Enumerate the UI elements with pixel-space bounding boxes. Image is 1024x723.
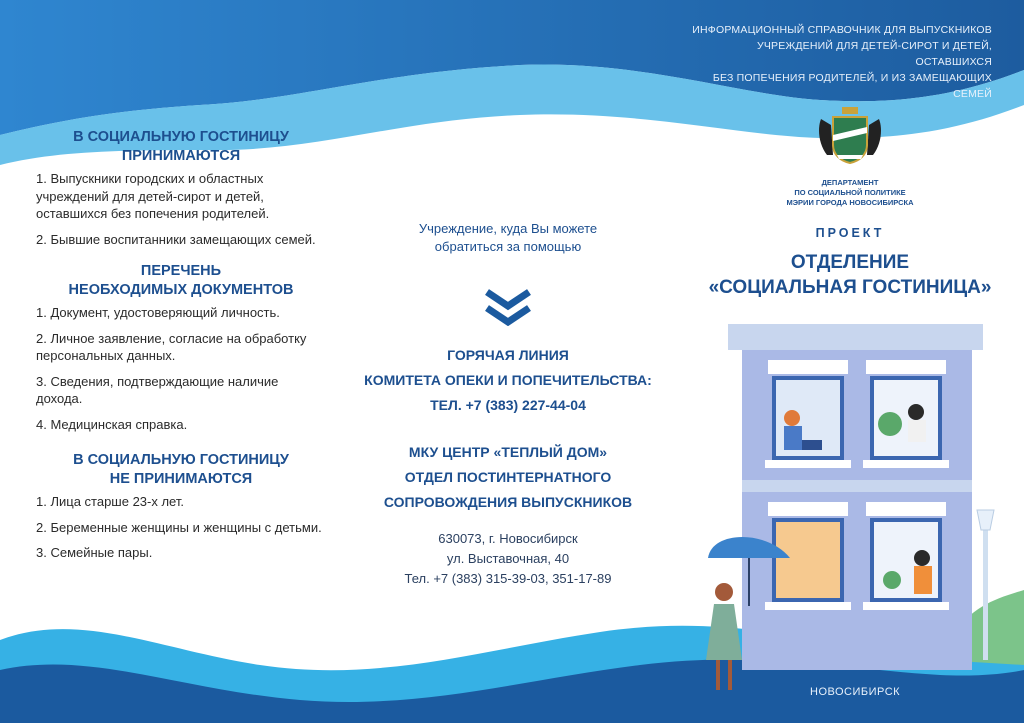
building-ledge xyxy=(742,480,972,492)
org-dept-1: ОТДЕЛ ПОСТИНТЕРНАТНОГО xyxy=(404,469,612,485)
org-name: МКУ ЦЕНТР «ТЕПЛЫЙ ДОМ» xyxy=(408,444,608,460)
street-lamp-icon xyxy=(977,510,994,530)
project-title xyxy=(700,250,1000,300)
org-dept-2: СОПРОВОЖДЕНИЯ ВЫПУСКНИКОВ xyxy=(383,494,633,510)
person-upper-right xyxy=(908,404,924,420)
person-lower-right xyxy=(914,550,930,566)
accepted-section xyxy=(36,128,326,248)
brochure-header xyxy=(692,22,992,102)
list-item: 2. Личное заявление, согласие на обработку персональных данных. xyxy=(36,330,307,363)
intro-line-1: Учреждение, куда Вы можете xyxy=(418,221,598,236)
address-street: ул. Выставочная, 40 xyxy=(446,551,570,566)
list-item: 1. Лица старше 23-х лет. xyxy=(36,494,184,509)
street-lamp-pole xyxy=(983,525,988,660)
department-name xyxy=(700,178,1000,208)
list-item: 1. Документ, удостоверяющий личность. xyxy=(36,305,280,320)
not-accepted-section xyxy=(36,451,326,562)
documents-section xyxy=(36,262,326,433)
intro-text xyxy=(340,220,676,256)
center-column xyxy=(340,220,676,589)
documents-list xyxy=(36,304,326,433)
not-accepted-title-1: В СОЦИАЛЬНУЮ ГОСТИНИЦУ xyxy=(73,452,289,468)
window-upper-right xyxy=(863,360,949,468)
right-panel xyxy=(700,105,1000,300)
list-item: 2. Бывшие воспитанники замещающих семей. xyxy=(36,231,316,247)
plant-icon xyxy=(883,571,901,589)
city-label: НОВОСИБИРСК xyxy=(810,686,901,698)
list-item: 2. Беременные женщины и женщины с детьми. xyxy=(36,519,322,535)
header-line-1: ИНФОРМАЦИОННЫЙ СПРАВОЧНИК ДЛЯ ВЫПУСКНИКОВ xyxy=(692,24,992,36)
accepted-title-1: В СОЦИАЛЬНУЮ ГОСТИНИЦУ xyxy=(73,129,289,145)
accepted-list xyxy=(36,170,326,248)
dept-line-1: ДЕПАРТАМЕНТ xyxy=(821,178,879,187)
hotline-committee: КОМИТЕТА ОПЕКИ И ПОПЕЧИТЕЛЬСТВА: xyxy=(364,372,652,388)
header-line-3: БЕЗ ПОПЕЧЕНИЯ РОДИТЕЛЕЙ, И ИЗ ЗАМЕЩАЮЩИХ СЕМЕЙ xyxy=(712,72,992,100)
list-item: 4. Медицинская справка. xyxy=(36,416,188,432)
plant-icon xyxy=(878,412,902,436)
left-column xyxy=(36,128,326,570)
hotline-block xyxy=(340,343,676,418)
hotline-phone: ТЕЛ. +7 (383) 227-44-04 xyxy=(430,397,586,413)
hotline-title: ГОРЯЧАЯ ЛИНИЯ xyxy=(447,347,569,363)
address-block xyxy=(340,529,676,589)
header-line-2: УЧРЕЖДЕНИЙ ДЛЯ ДЕТЕЙ-СИРОТ И ДЕТЕЙ, ОСТАВШИХСЯ xyxy=(756,40,992,68)
address-postal: 630073, г. Новосибирск xyxy=(438,531,578,546)
accepted-title-2: ПРИНИМАЮТСЯ xyxy=(121,148,241,164)
building-illustration xyxy=(690,320,1024,700)
dept-line-2: ПО СОЦИАЛЬНОЙ ПОЛИТИКЕ xyxy=(794,188,906,197)
address-phone: Тел. +7 (383) 315-39-03, 351-17-89 xyxy=(404,571,612,586)
dept-line-3: МЭРИИ ГОРОДА НОВОСИБИРСКА xyxy=(786,198,914,207)
not-accepted-list xyxy=(36,493,326,562)
intro-line-2: обратиться за помощью xyxy=(434,239,582,254)
girl-figure xyxy=(715,583,733,601)
not-accepted-title-2: НЕ ПРИНИМАЮТСЯ xyxy=(109,471,253,487)
building-roof xyxy=(728,324,983,350)
project-label: ПРОЕКТ xyxy=(815,226,885,240)
laptop-icon xyxy=(802,440,822,450)
title-line-1: ОТДЕЛЕНИЕ xyxy=(790,252,910,273)
double-chevron-down-icon xyxy=(483,286,533,326)
documents-title-1: ПЕРЕЧЕНЬ xyxy=(140,263,222,279)
coat-of-arms-icon xyxy=(815,105,885,167)
window-lower-right xyxy=(863,502,949,610)
title-line-2: «СОЦИАЛЬНАЯ ГОСТИНИЦА» xyxy=(708,277,992,298)
organization-block xyxy=(340,440,676,515)
list-item: 3. Сведения, подтверждающие наличие дохода. xyxy=(36,373,279,406)
list-item: 3. Семейные пары. xyxy=(36,545,153,560)
list-item: 1. Выпускники городских и областных учреждений для детей-сирот и детей, оставшихся без попечения родителей. xyxy=(36,171,270,221)
documents-title-2: НЕОБХОДИМЫХ ДОКУМЕНТОВ xyxy=(68,282,294,298)
person-upper-left xyxy=(784,410,800,426)
window-upper-left xyxy=(765,360,851,468)
